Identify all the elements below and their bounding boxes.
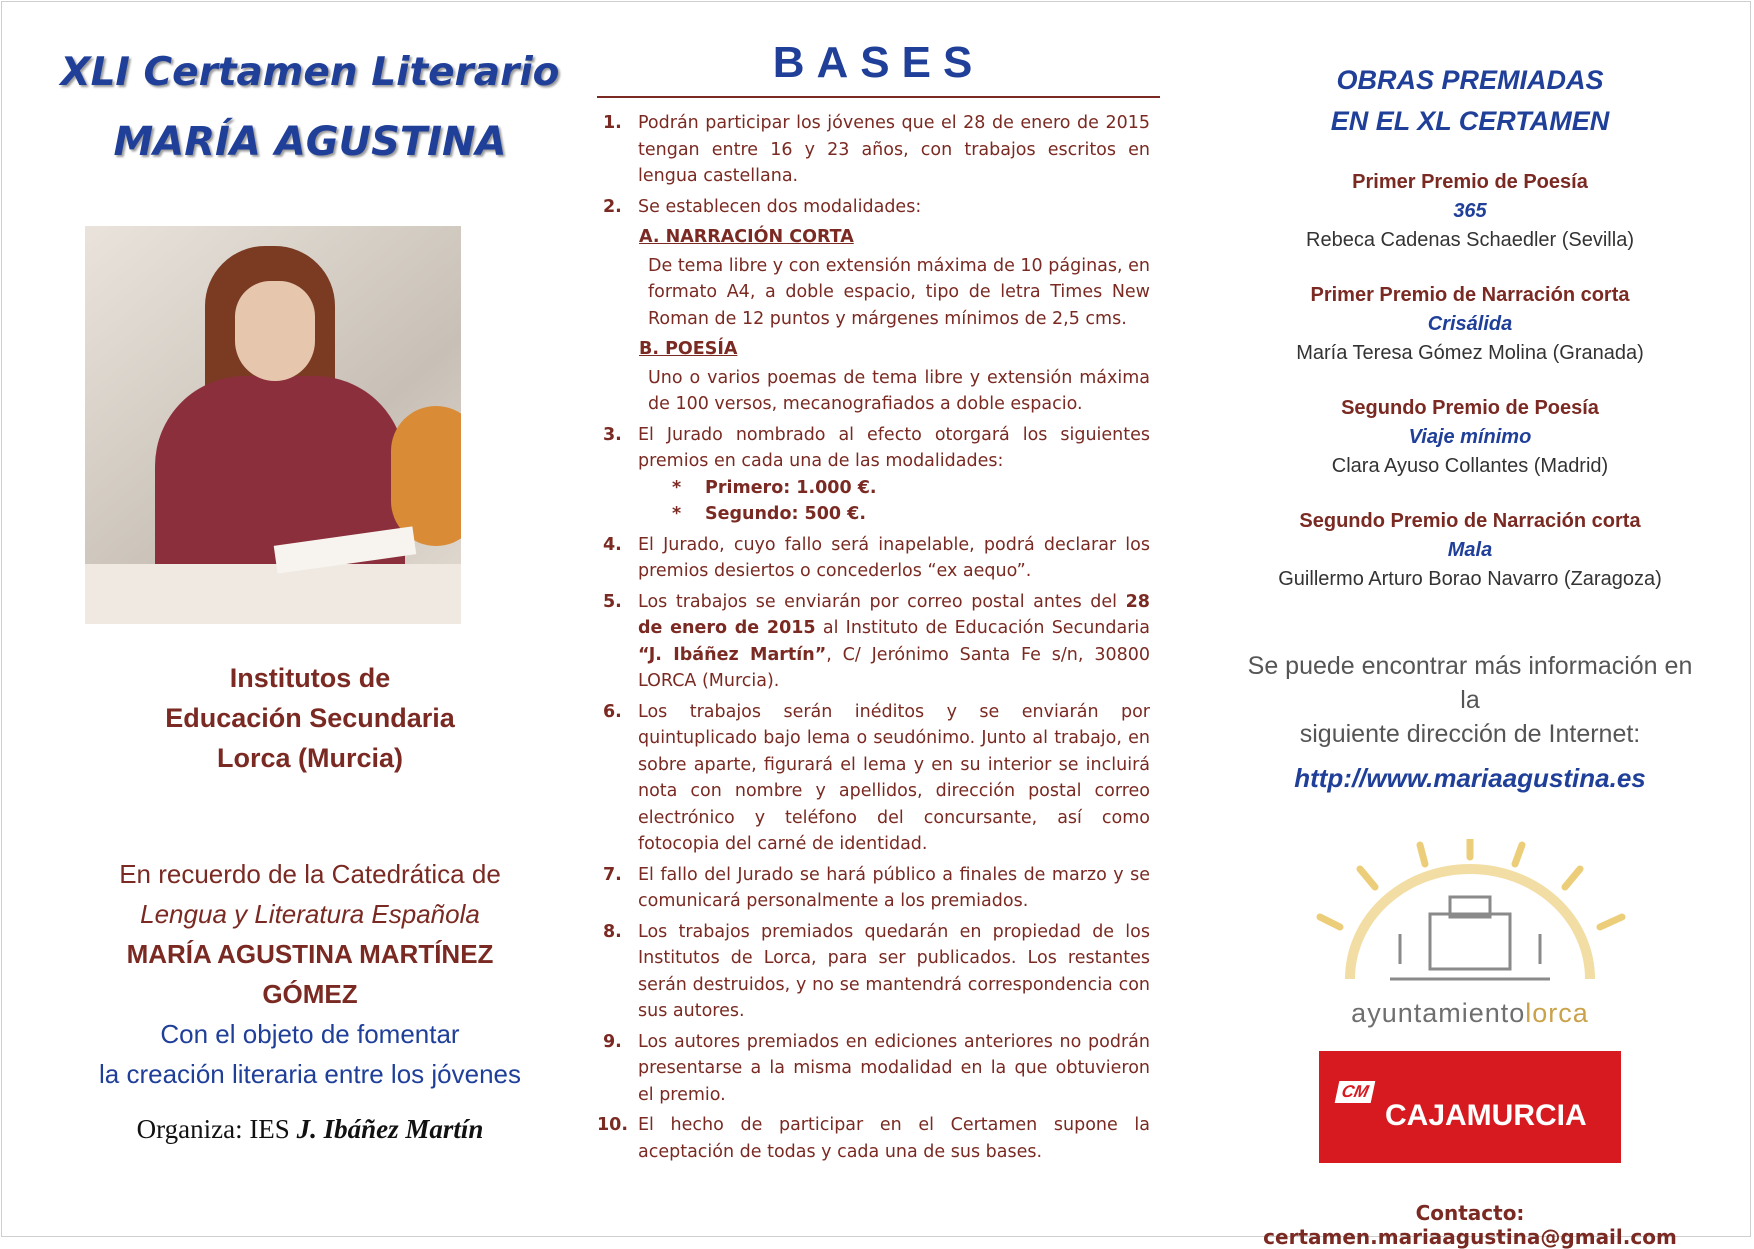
organizer-label: Organiza: IES [136, 1114, 290, 1144]
cajamurcia-wordmark: CAJAMURCIA [1385, 1099, 1587, 1132]
base-item: 2. Se establecen dos modalidades: [603, 196, 922, 217]
right-panel [1240, 60, 1700, 1249]
purpose-line-2: la creación literaria entre los jóvenes [99, 1059, 521, 1089]
cajamurcia-logo [1319, 1051, 1621, 1163]
award-title: Primer Premio de Poesía [1352, 171, 1588, 193]
ayuntamiento-lorca-logo [1280, 839, 1660, 1029]
modality-a-heading: A. NARRACIÓN CORTA [639, 227, 854, 247]
memorial-name-2: GÓMEZ [262, 979, 358, 1009]
award-title: Segundo Premio de Poesía [1341, 397, 1599, 419]
institutes-block [40, 658, 580, 778]
modality-b-text: Uno o varios poemas de tema libre y extensión máxima de 100 versos, mecanografiados a doble espacio. [648, 367, 1150, 414]
prize-first: * Primero: 1.000 €. [672, 477, 877, 498]
base-item: 9. Los autores premiados en ediciones anteriores no podrán presentarse a la misma modalidad en la que obtuvieron el premio. [603, 1031, 1150, 1105]
base-item: 5. Los trabajos se enviarán por correo postal antes del 28 de enero de 2015 al Instituto de Educación Secundaria “J. Ibáñez Martín”, C/ Jerónimo Santa Fe s/n, 30800 LORCA (Murcia). [603, 591, 1150, 691]
organizer-name: J. Ibáñez Martín [296, 1114, 484, 1144]
award-work: Mala [1447, 539, 1493, 561]
award-work: 365 [1453, 200, 1487, 222]
memorial-name: MARÍA AGUSTINA MARTÍNEZ [126, 939, 494, 969]
title-divider [597, 96, 1160, 98]
award-author: Clara Ayuso Collantes (Madrid) [1331, 455, 1609, 477]
base-item: 10. El hecho de participar en el Certamen supone la aceptación de todas y cada una de sus bases. [597, 1115, 1150, 1162]
base-item: 7. El fallo del Jurado se hará público a finales de marzo y se comunicará personalmente a los premiados. [603, 864, 1150, 911]
awards-heading: OBRAS PREMIADAS EN EL XL CERTAMEN [1330, 65, 1610, 136]
prize-second: * Segundo: 500 €. [672, 504, 867, 524]
more-info: Se puede encontrar más información en la siguiente dirección de Internet: [1247, 652, 1693, 748]
award-entry [1240, 507, 1700, 594]
base-item: 6. Los trabajos serán inéditos y se enviarán por quintuplicado bajo lema o seudónimo. Junto al trabajo, en sobre aparte, figurará el lema y en su interior se incluirá nota con nombre y apellidos, dirección postal correo electrónico y teléfono del concursante, así como fotocopia del carné de identidad. [603, 701, 1150, 854]
organizer [40, 1114, 580, 1145]
award-entry [1240, 168, 1700, 255]
left-panel [40, 40, 580, 1144]
institutes-line: Lorca (Murcia) [216, 743, 404, 773]
award-work: Viaje mínimo [1408, 426, 1532, 448]
award-work: Crisálida [1427, 313, 1513, 335]
portrait-photo [85, 226, 461, 624]
institutes-line: Educación Secundaria [165, 703, 455, 733]
award-author: Guillermo Arturo Borao Navarro (Zaragoza) [1278, 568, 1662, 590]
ayuntamiento-wordmark: ayuntamientolorca [1351, 998, 1589, 1028]
base-item: 4. El Jurado, cuyo fallo será inapelable, podrá declarar los premios desiertos o concederlos “ex aequo”. [603, 534, 1150, 581]
sun-castle-icon [1280, 839, 1660, 999]
base-item: 8. Los trabajos premiados quedarán en propiedad de los Institutos de Lorca, para ser publicados. Los restantes serán destruidos, y no se mantendrá correspondencia con sus autores. [603, 921, 1150, 1021]
contact-email[interactable]: Contacto: certamen.mariaagustina@gmail.com [1263, 1201, 1677, 1249]
award-title: Primer Premio de Narración corta [1310, 284, 1630, 306]
base-item: 1. Podrán participar los jóvenes que el 28 de enero de 2015 tengan entre 16 y 23 años, con trabajos escritos en lengua castellana. [603, 113, 1150, 186]
award-author: Rebeca Cadenas Schaedler (Sevilla) [1306, 229, 1634, 251]
bases-title: BASES [772, 38, 985, 87]
award-title: Segundo Premio de Narración corta [1299, 510, 1641, 532]
award-entry [1240, 281, 1700, 368]
memorial-subject: Lengua y Literatura Española [140, 899, 480, 929]
modality-a [597, 224, 1160, 418]
institutes-line: Institutos de [229, 663, 391, 693]
base-item: 3. El Jurado nombrado al efecto otorgará los siguientes premios en cada una de las modalidades: * Primero: 1.000 €. * Segundo: 500 €. [597, 422, 1160, 528]
memorial-line: En recuerdo de la Catedrática de [119, 859, 501, 889]
bases-list-cont [597, 422, 1160, 1166]
modality-a-text: De tema libre y con extensión máxima de 10 páginas, en formato A4, a doble espacio, tipo de letra Times New Roman de 12 puntos y márgenes mínimos de 2,5 cms. [648, 255, 1150, 329]
cm-badge: CM [1335, 1081, 1376, 1103]
contest-title: XLI Certamen Literario [60, 50, 560, 95]
purpose-line: Con el objeto de fomentar [160, 1019, 460, 1049]
award-entry [1240, 394, 1700, 481]
website-link[interactable]: http://www.mariaagustina.es [1294, 763, 1646, 793]
modality-b-heading: B. POESÍA [639, 339, 738, 359]
contest-name: MARÍA AGUSTINA [113, 119, 507, 165]
memorial-block [40, 854, 580, 1094]
bases-list [597, 110, 1160, 220]
award-author: María Teresa Gómez Molina (Granada) [1296, 342, 1644, 364]
bases-panel [597, 30, 1160, 1169]
